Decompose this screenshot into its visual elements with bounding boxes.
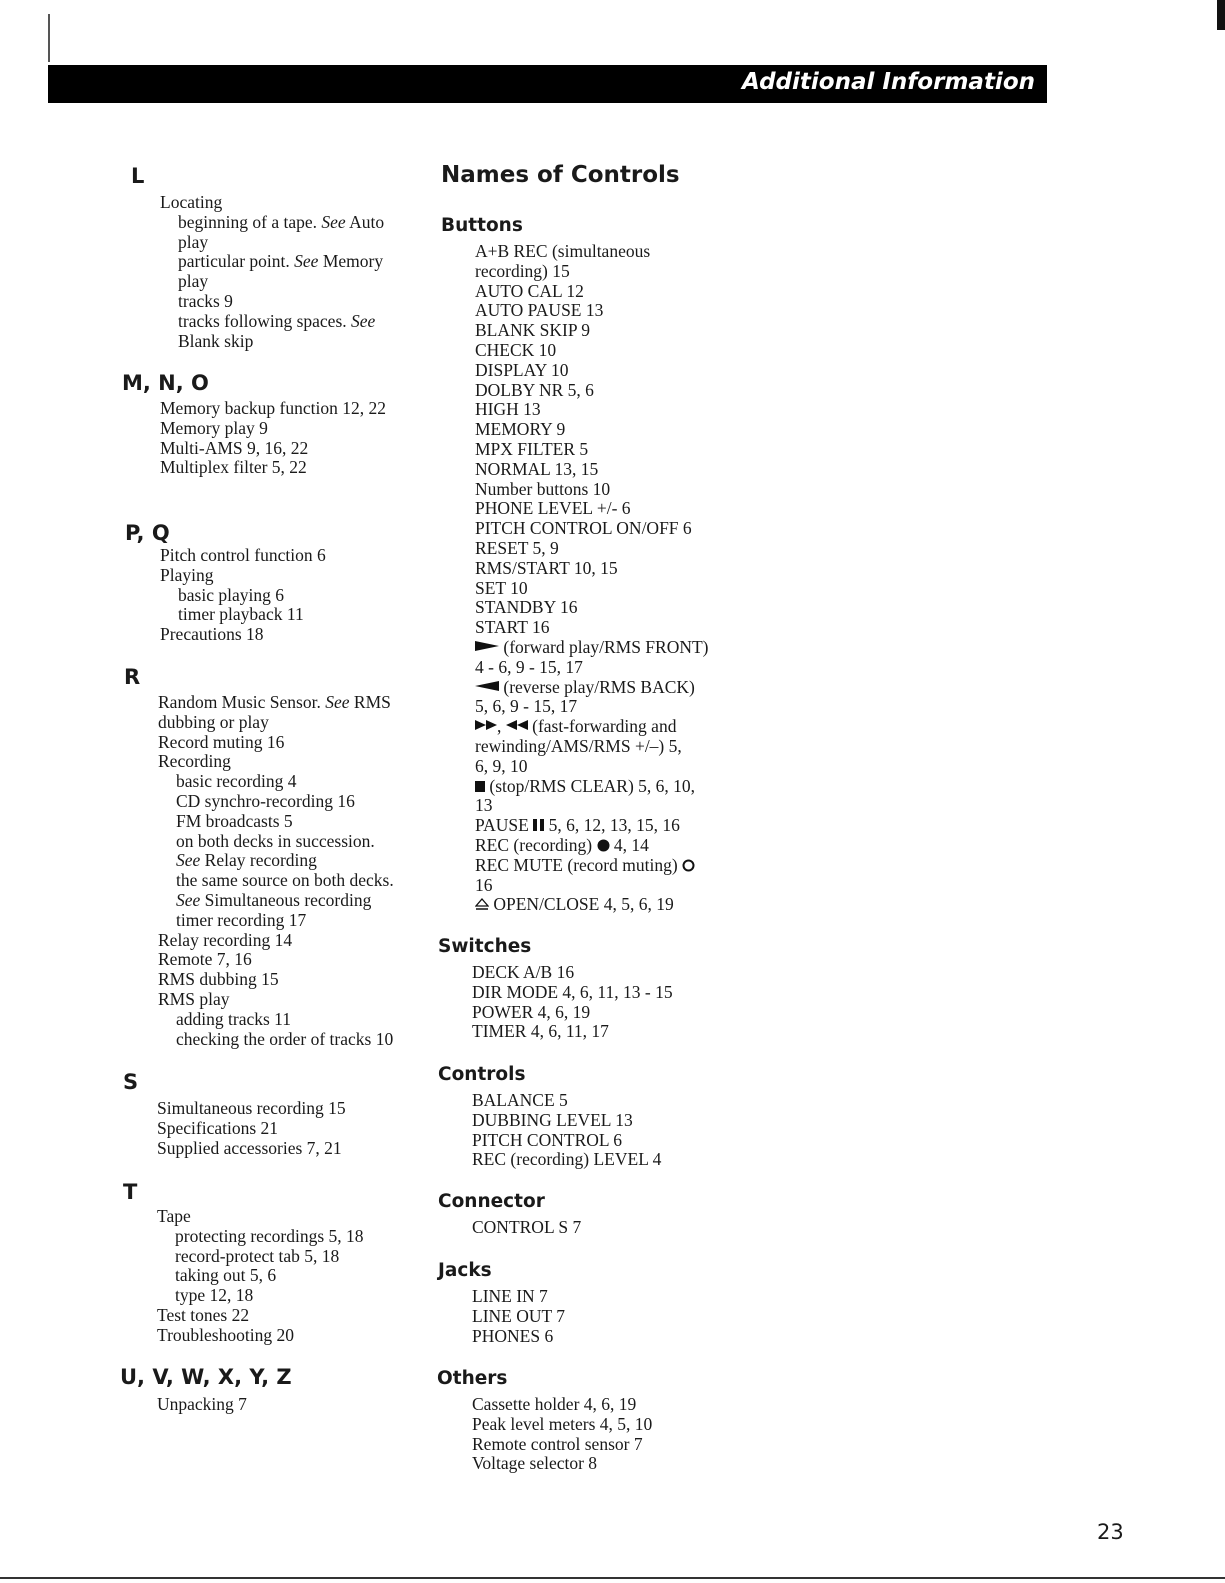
list-item: BLANK SKIP 9 — [475, 320, 591, 341]
list-item: REC MUTE (record muting) — [437, 856, 767, 876]
list-item: type 12, 18 — [175, 1285, 254, 1306]
list-item: FM broadcasts 5 — [176, 810, 293, 831]
list-item: A+B REC (simultaneous — [475, 241, 651, 261]
index-letter-s: S — [123, 1070, 139, 1094]
list-item: TIMER 4, 6, 11, 17 — [472, 1021, 609, 1042]
pause-icon — [533, 819, 544, 831]
list-item: play — [178, 271, 209, 292]
list-item: Recording — [158, 751, 231, 772]
names-of-controls-title: Names of Controls — [441, 162, 680, 188]
index-letter-pq: P, Q — [125, 521, 170, 545]
list-item: CONTROL S 7 — [472, 1217, 582, 1237]
list-item: rewinding/AMS/RMS +/–) 5, — [475, 735, 682, 756]
list-item: REC (recording) 4, 14 — [475, 834, 649, 855]
list-item: BALANCE 5 — [472, 1090, 568, 1110]
list-item: the same source on both decks. — [176, 870, 394, 891]
list-item: taking out 5, 6 — [175, 1265, 277, 1286]
list-item: on both decks in succession. — [176, 830, 375, 851]
list-item: PITCH CONTROL 6 — [472, 1129, 623, 1150]
record-mute-circle-icon — [682, 859, 695, 872]
list-item: 5, 6, 9 - 15, 17 — [475, 696, 578, 717]
others-heading: Others — [437, 1368, 508, 1389]
list-item: RESET 5, 9 — [475, 537, 559, 558]
switches-list — [434, 963, 764, 1042]
list-item: Memory backup function 12, 22 — [160, 398, 386, 418]
list-item: play — [178, 231, 209, 252]
list-item: Locating — [160, 192, 223, 212]
list-item: adding tracks 11 — [176, 1008, 292, 1029]
list-item: dubbing or play — [158, 711, 269, 732]
list-item: PAUSE 5, 6, 12, 13, 15, 16 — [475, 815, 680, 836]
list-item: , (fast-forwarding and — [437, 717, 767, 737]
connector-list — [434, 1218, 764, 1238]
list-item: Supplied accessories 7, 21 — [157, 1137, 342, 1158]
index-group-r — [113, 693, 433, 1049]
list-item: SET 10 — [475, 577, 528, 598]
list-item: Remote control sensor 7 — [472, 1433, 643, 1454]
footer-rule — [0, 1577, 1225, 1579]
controls-list — [434, 1091, 764, 1170]
list-item: MPX FILTER 5 — [475, 438, 589, 459]
list-item: recording) 15 — [475, 260, 570, 281]
record-dot-icon — [597, 839, 610, 852]
list-item: Record muting 16 — [158, 731, 285, 752]
list-item: 13 — [475, 795, 493, 816]
list-item: CHECK 10 — [475, 339, 557, 360]
others-list — [434, 1395, 764, 1474]
list-item: Tape — [157, 1206, 191, 1226]
corner-registration-mark — [1217, 0, 1225, 30]
list-item: Specifications 21 — [157, 1117, 279, 1138]
list-item: PHONE LEVEL +/- 6 — [475, 498, 631, 519]
index-group-t — [112, 1207, 432, 1346]
eject-icon — [475, 898, 489, 911]
list-item: Voltage selector 8 — [472, 1453, 598, 1474]
list-item: Memory play 9 — [160, 417, 268, 438]
list-item: record-protect tab 5, 18 — [175, 1245, 340, 1266]
list-item: AUTO PAUSE 13 — [475, 300, 604, 321]
stop-icon — [475, 781, 485, 792]
list-item: PHONES 6 — [472, 1325, 554, 1346]
controls-heading: Controls — [438, 1064, 526, 1085]
list-item: DIR MODE 4, 6, 11, 13 - 15 — [472, 981, 673, 1002]
index-group-mno — [115, 399, 435, 478]
list-item: NORMAL 13, 15 — [475, 458, 599, 479]
fast-forward-icon — [475, 719, 497, 731]
list-item: Test tones 22 — [157, 1304, 250, 1325]
list-item: Remote 7, 16 — [158, 949, 252, 970]
list-item: LINE OUT 7 — [472, 1305, 565, 1326]
list-item: CD synchro-recording 16 — [176, 790, 355, 811]
list-item: See Relay recording — [176, 850, 317, 871]
switches-heading: Switches — [438, 936, 532, 957]
section-title: Additional Information — [742, 69, 1035, 95]
index-letter-l: L — [131, 164, 145, 188]
list-item: particular point. See Memory — [178, 251, 384, 272]
list-item: MEMORY 9 — [475, 419, 566, 440]
list-item: START 16 — [475, 617, 550, 638]
list-item: (stop/RMS CLEAR) 5, 6, 10, — [437, 777, 767, 797]
connector-heading: Connector — [438, 1191, 545, 1212]
list-item: tracks 9 — [178, 290, 233, 311]
play-forward-icon — [475, 640, 499, 652]
index-group-s — [112, 1099, 432, 1158]
list-item: tracks following spaces. See — [178, 310, 376, 331]
list-item: RMS/START 10, 15 — [475, 557, 618, 578]
scan-margin-line — [48, 14, 50, 62]
list-item: AUTO CAL 12 — [475, 280, 584, 301]
index-group-pq — [115, 546, 435, 645]
list-item: Unpacking 7 — [157, 1394, 247, 1414]
list-item: Multiplex filter 5, 22 — [160, 457, 307, 478]
index-group-uz — [112, 1395, 432, 1415]
jacks-heading: Jacks — [438, 1260, 492, 1281]
list-item: DISPLAY 10 — [475, 359, 569, 380]
list-item: Number buttons 10 — [475, 478, 611, 499]
list-item: Random Music Sensor. See RMS — [158, 692, 391, 712]
list-item: Troubleshooting 20 — [157, 1324, 294, 1345]
buttons-heading: Buttons — [441, 215, 523, 236]
list-item: STANDBY 16 — [475, 597, 578, 618]
list-item: 16 — [475, 874, 493, 895]
index-group-l — [115, 193, 435, 351]
list-item: PITCH CONTROL ON/OFF 6 — [475, 518, 692, 539]
list-item: REC (recording) LEVEL 4 — [472, 1149, 662, 1170]
list-item: RMS dubbing 15 — [158, 969, 279, 990]
list-item: basic playing 6 — [178, 584, 284, 605]
list-item: LINE IN 7 — [472, 1286, 548, 1306]
list-item: Simultaneous recording 15 — [157, 1098, 346, 1118]
list-item: DOLBY NR 5, 6 — [475, 379, 594, 400]
list-item: timer playback 11 — [178, 604, 304, 625]
list-item: Blank skip — [178, 330, 254, 351]
list-item: DECK A/B 16 — [472, 962, 575, 982]
list-item: basic recording 4 — [176, 771, 297, 792]
list-item: (forward play/RMS FRONT) — [437, 638, 767, 658]
list-item: Peak level meters 4, 5, 10 — [472, 1413, 653, 1434]
list-item: RMS play — [158, 988, 230, 1009]
list-item: Playing — [160, 564, 214, 585]
list-item: 6, 9, 10 — [475, 755, 528, 776]
list-item: POWER 4, 6, 19 — [472, 1001, 591, 1022]
list-item: (reverse play/RMS BACK) — [437, 678, 767, 698]
section-header-bar — [48, 65, 1047, 103]
list-item: Multi-AMS 9, 16, 22 — [160, 437, 309, 458]
jacks-list — [434, 1287, 764, 1346]
index-letter-uz: U, V, W, X, Y, Z — [120, 1365, 292, 1389]
list-item: See Simultaneous recording — [176, 889, 372, 910]
play-reverse-icon — [475, 680, 499, 692]
list-item: 4 - 6, 9 - 15, 17 — [475, 656, 583, 677]
list-item: timer recording 17 — [176, 909, 307, 930]
list-item: DUBBING LEVEL 13 — [472, 1109, 633, 1130]
index-letter-t: T — [123, 1180, 138, 1204]
list-item: beginning of a tape. See Auto — [178, 211, 385, 232]
list-item: Relay recording 14 — [158, 929, 293, 950]
buttons-list — [437, 242, 767, 915]
list-item: protecting recordings 5, 18 — [175, 1225, 364, 1246]
index-letter-r: R — [124, 665, 141, 689]
list-item: Precautions 18 — [160, 624, 264, 645]
list-item: OPEN/CLOSE 4, 5, 6, 19 — [437, 895, 767, 915]
rewind-icon — [506, 719, 528, 731]
list-item: Pitch control function 6 — [160, 545, 326, 565]
list-item: HIGH 13 — [475, 399, 541, 420]
list-item: checking the order of tracks 10 — [176, 1028, 394, 1049]
list-item: Cassette holder 4, 6, 19 — [472, 1394, 637, 1414]
index-letter-mno: M, N, O — [122, 371, 209, 395]
page-number: 23 — [1097, 1520, 1124, 1544]
